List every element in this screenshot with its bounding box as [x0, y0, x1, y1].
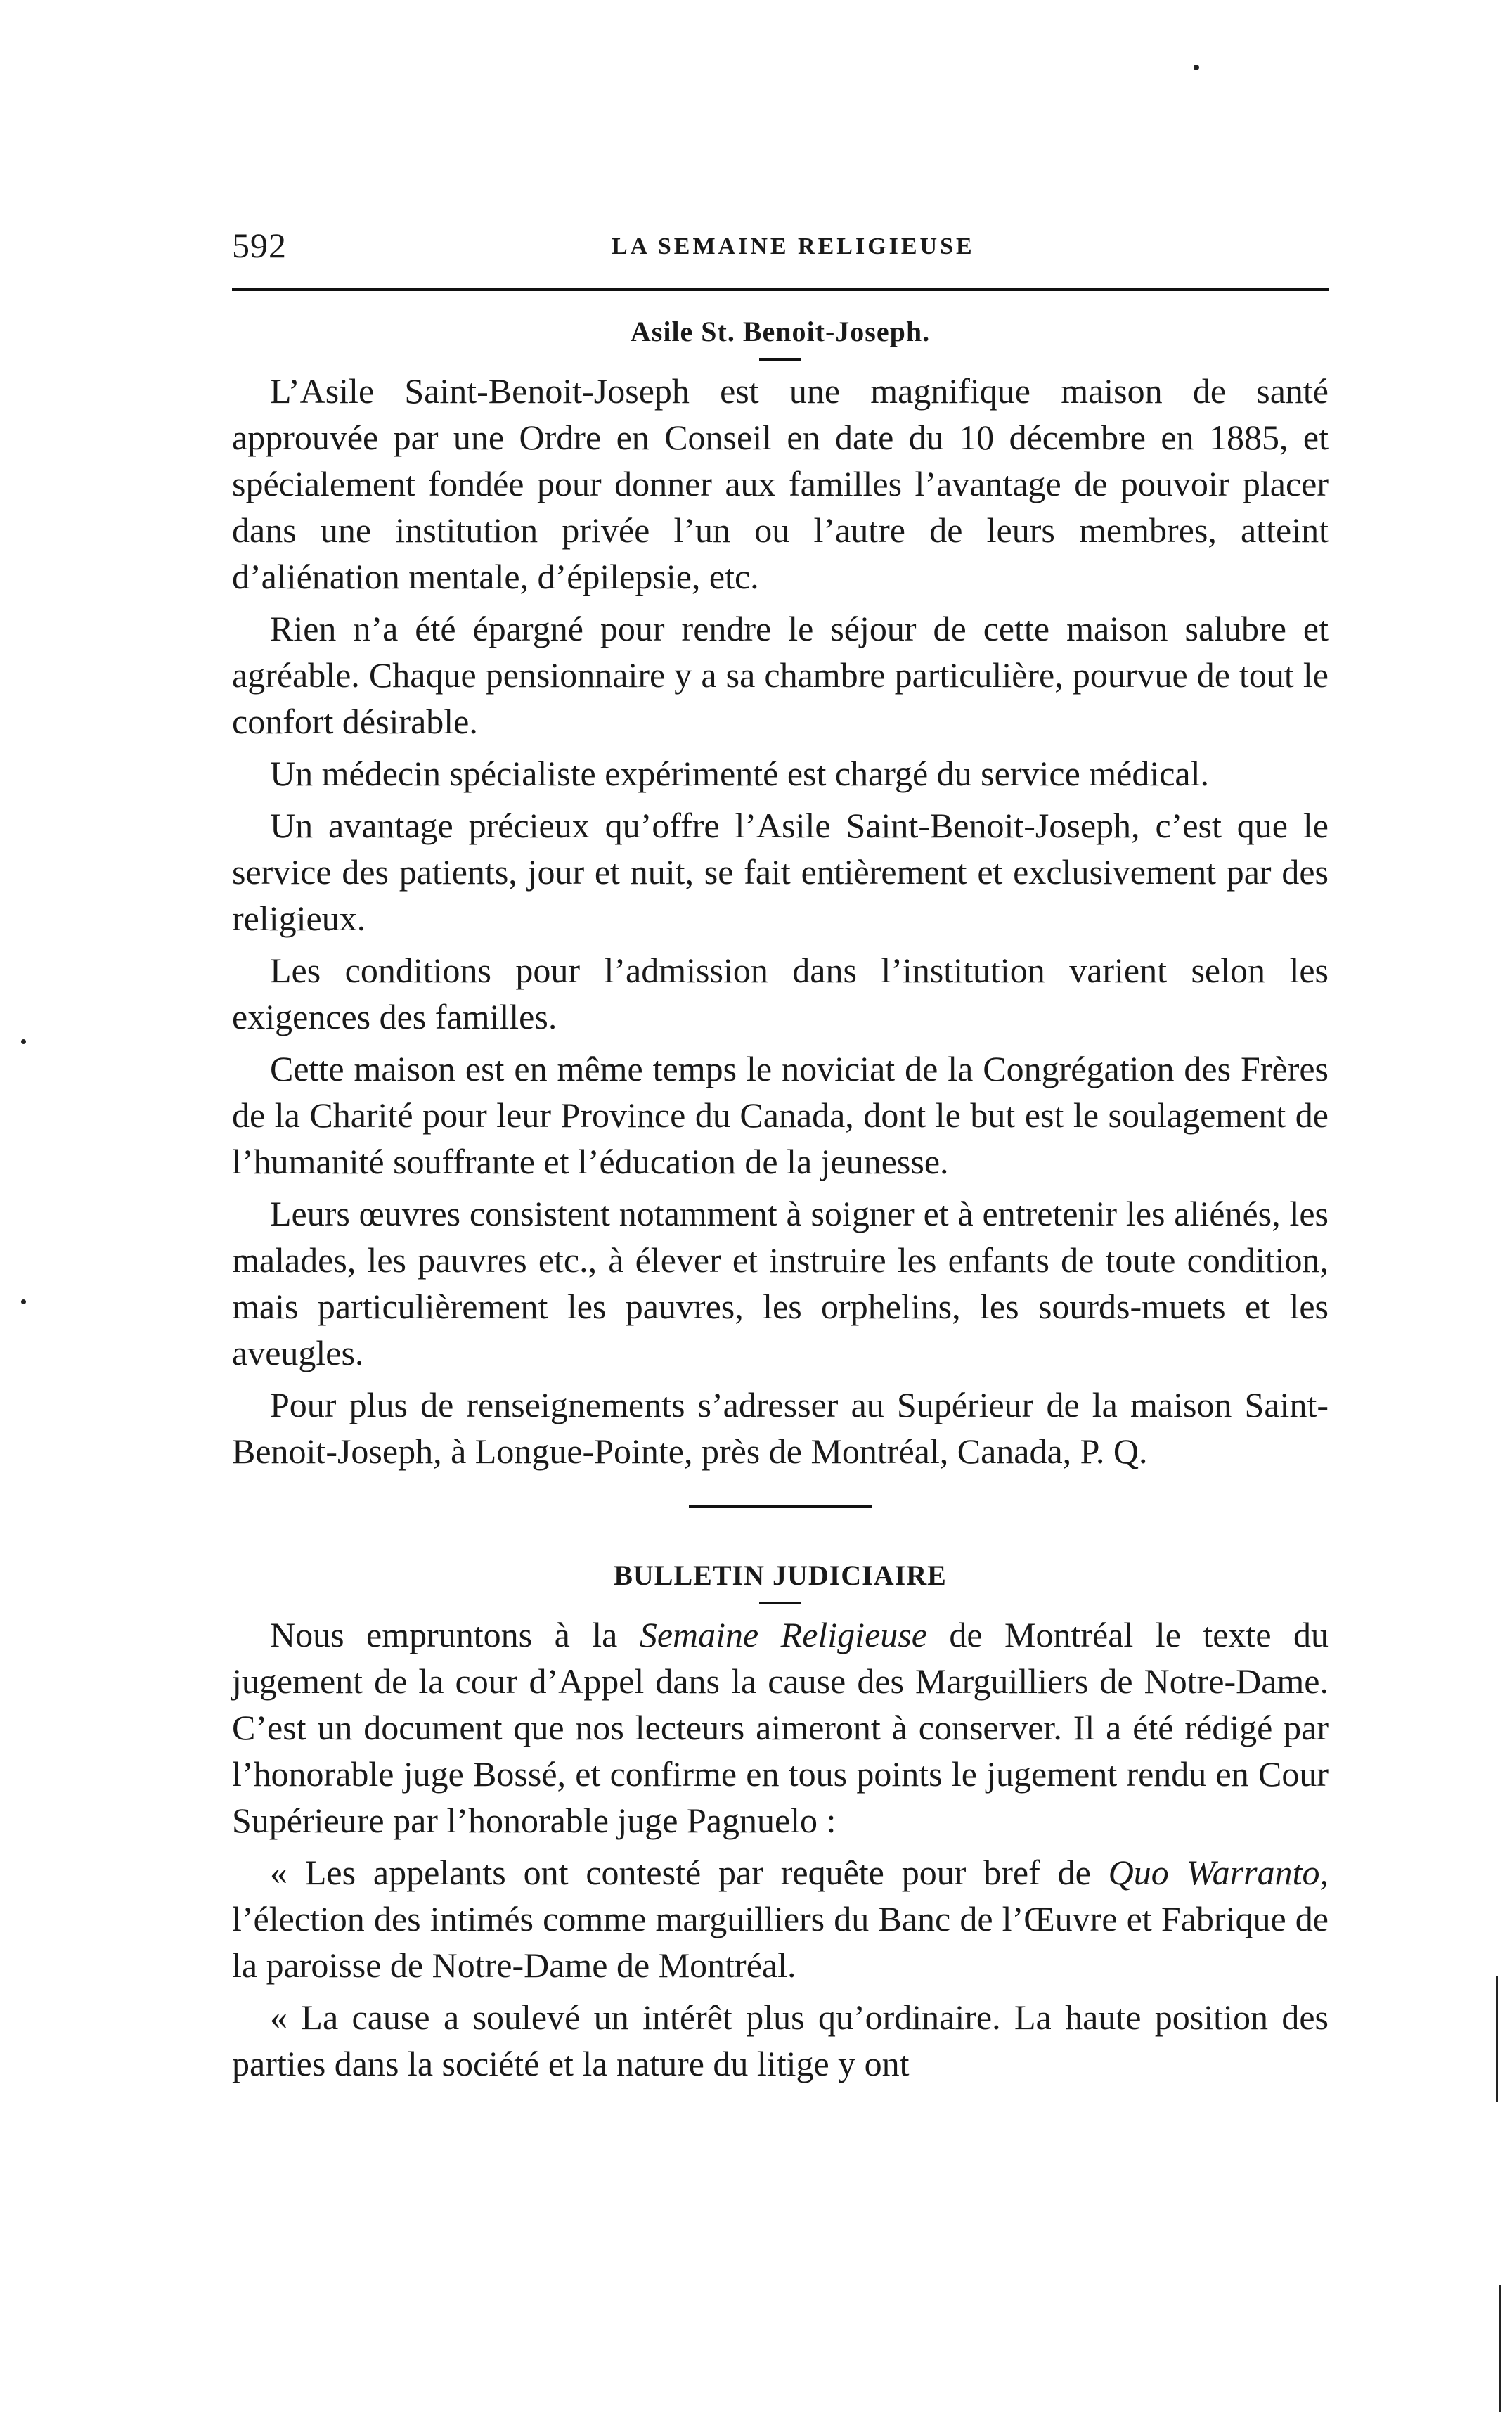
page-number: 592 [232, 226, 287, 265]
title-dash [759, 358, 801, 361]
paragraph-6: Cette maison est en même temps le noviciat de la Congrégation des Frères de la Charité pour leur Province du Canada, dont le but est le soulagement de l’humanité souffrante et l’éducation de la jeunesse. [232, 1049, 1329, 1181]
scan-speck [1499, 2285, 1501, 2412]
scan-speck [1194, 65, 1199, 70]
section-title-bulletin: BULLETIN JUDICIAIRE [614, 1559, 947, 1591]
bulletin-paragraph-1: Nous empruntons à la Semaine Religieuse de Montréal le texte du jugement de la cour d’Appel dans la cause des Marguilliers de Notre-Dame. C’est un document que nos lecteurs aimeront à conserver. Il a été rédigé par l’honorable juge Bossé, et confirme en tous points le jugement rendu en Cour Supérieure par l’honorable juge Pagnuelo : [232, 1615, 1329, 1840]
paragraph-3: Un médecin spécialiste expérimenté est chargé du service médical. [270, 754, 1210, 793]
article-column [232, 315, 1329, 2092]
paragraph-8: Pour plus de renseignements s’adresser au Supérieur de la maison Saint-Benoit-Joseph, à Longue-Pointe, près de Montréal, Canada, P. Q. [232, 1385, 1329, 1471]
section-title-asile: Asile St. Benoit-Joseph. [630, 316, 931, 347]
running-title: LA SEMAINE RELIGIEUSE [612, 233, 975, 259]
bulletin-paragraph-3: « La cause a soulevé un intérêt plus qu’ordinaire. La haute position des parties dans la société et la nature du litige y ont [232, 1998, 1329, 2083]
paragraph-1: L’Asile Saint-Benoit-Joseph est une magnifique maison de santé approuvée par une Ordre en Conseil en date du 10 décembre en 1885, et spécialement fondée pour donner aux familles l’avantage de pouvoir placer dans une institution privée l’un ou l’autre de leurs membres, atteint d’aliénation mentale, d’épilepsie, etc. [232, 371, 1329, 596]
paragraph-7: Leurs œuvres consistent notamment à soigner et à entretenir les aliénés, les malades, les pauvres etc., à élever et instruire les enfants de toute condition, mais particulièrement les pauvres, les orphelins, les sourds-muets et les aveugles. [232, 1194, 1329, 1372]
paragraph-4: Un avantage précieux qu’offre l’Asile Saint-Benoit-Joseph, c’est que le service des patients, jour et nuit, se fait entièrement et exclusivement par des religieux. [232, 806, 1329, 938]
title-dash-2 [759, 1602, 801, 1604]
scan-speck [21, 1039, 26, 1044]
page-header [232, 225, 1329, 274]
bulletin-paragraph-2: « Les appelants ont contesté par requête pour bref de Quo Warranto, l’élection des intimés comme marguilliers du Banc de l’Œuvre et Fabrique de la paroisse de Notre-Dame de Montréal. [232, 1853, 1329, 1985]
paragraph-5: Les conditions pour l’admission dans l’institution varient selon les exigences des familles. [232, 951, 1329, 1036]
scan-speck [1496, 1976, 1498, 2102]
paragraph-2: Rien n’a été épargné pour rendre le séjour de cette maison salubre et agréable. Chaque pensionnaire y a sa chambre particulière, pourvue de tout le confort désirable. [232, 609, 1329, 741]
scan-speck [21, 1299, 26, 1304]
header-rule [232, 288, 1329, 291]
